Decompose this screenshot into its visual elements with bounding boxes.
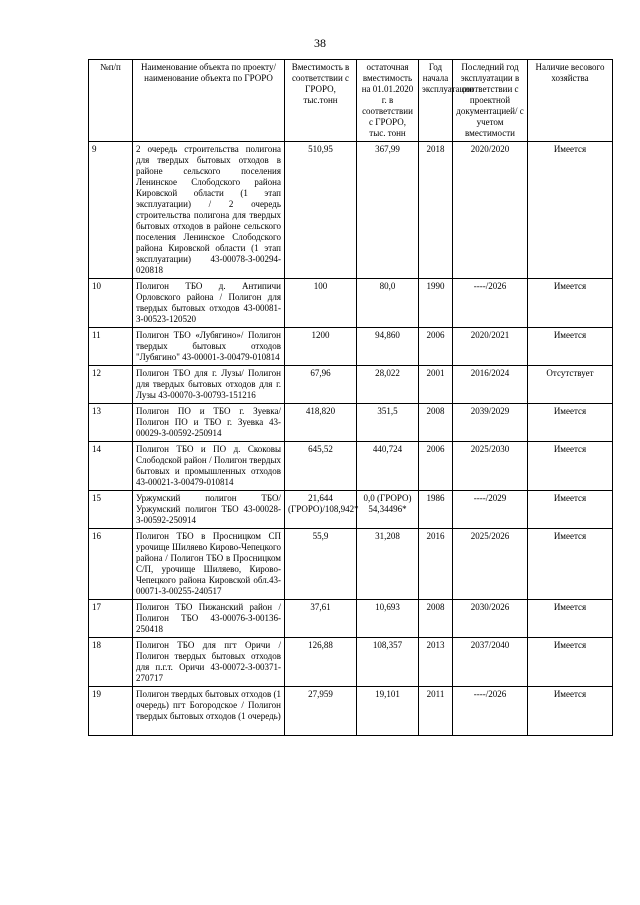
row-number: 9 [89, 142, 133, 279]
row-number: 10 [89, 279, 133, 328]
start-year-cell: 1986 [419, 491, 453, 529]
row-number-text: 19 [92, 689, 101, 699]
last-year-cell: ----/2029 [453, 491, 528, 529]
header-num: №п/п [89, 60, 133, 142]
weighing-facility-cell: Имеется [528, 638, 613, 687]
remaining-capacity-cell: 0,0 (ГРОРО) 54,34496* [357, 491, 419, 529]
capacity-cell: 418,820 [285, 404, 357, 442]
remaining-capacity-cell: 31,208 [357, 529, 419, 600]
table-row [89, 279, 613, 328]
row-number: 14 [89, 442, 133, 491]
last-year-cell: 2037/2040 [453, 638, 528, 687]
header-scales: Наличие весового хозяйства [528, 60, 613, 142]
table-row [89, 491, 613, 529]
table-row [89, 328, 613, 366]
header-row [89, 60, 613, 142]
capacity-cell: 126,88 [285, 638, 357, 687]
object-name: Полигон ТБО в Просницком СП урочище Шиляево Кирово-Чепецкого района / Полигон ТБО в Просницком С/П, урочище Шиляево, Кирово-Чепецкого района Кировской обл.43-00071-З-00255-240517 [133, 529, 285, 600]
capacity-cell: 100 [285, 279, 357, 328]
header-capacity: Вместимость в соответствии с ГРОРО, тыс.тонн [285, 60, 357, 142]
remaining-capacity-cell-text: 19,101 [375, 689, 400, 699]
object-name: Уржумский полигон ТБО/ Уржумский полигон ТБО 43-00028-З-00592-250914 [133, 491, 285, 529]
remaining-capacity-cell: 108,357 [357, 638, 419, 687]
remaining-capacity-cell: 10,693 [357, 600, 419, 638]
remaining-capacity-cell: 28,022 [357, 366, 419, 404]
last-year-cell: 2020/2021 [453, 328, 528, 366]
row-number: 15 [89, 491, 133, 529]
capacity-cell: 55,9 [285, 529, 357, 600]
object-name [133, 687, 285, 736]
table-row [89, 404, 613, 442]
row-number: 17 [89, 600, 133, 638]
capacity-cell [285, 687, 357, 736]
weighing-facility-cell-text: Имеется [553, 689, 587, 699]
object-name-text: Полигон твердых бытовых отходов (1 очередь) пгт Богородское / Полигон твердых бытовых отходов (1 очередь) [136, 689, 281, 721]
last-year-cell: 2030/2026 [453, 600, 528, 638]
start-year-cell: 2006 [419, 328, 453, 366]
capacity-cell: 645,52 [285, 442, 357, 491]
object-name: Полигон ТБО «Лубягино»/ Полигон твердых бытовых отходов "Лубягино" 43-00001-З-00479-010814 [133, 328, 285, 366]
header-last-year: Последний год эксплуатации в соответствии с проектной документацией/ с учетом вместимости [453, 60, 528, 142]
weighing-facility-cell: Отсутствует [528, 366, 613, 404]
table-row [89, 600, 613, 638]
remaining-capacity-cell: 94,860 [357, 328, 419, 366]
object-name: Полигон ТБО Пижанский район / Полигон ТБО 43-00076-З-00136-250418 [133, 600, 285, 638]
start-year-cell: 1990 [419, 279, 453, 328]
header-remaining: остаточная вместимость на 01.01.2020 г. в соответствии с ГРОРО, тыс. тонн [357, 60, 419, 142]
object-name: Полигон ТБО и ПО д. Скоковы Слободской район / Полигон твердых бытовых и промышленных отходов 43-00021-З-00479-010814 [133, 442, 285, 491]
weighing-facility-cell: Имеется [528, 404, 613, 442]
landfill-registry-table [88, 59, 613, 736]
last-year-cell: 2039/2029 [453, 404, 528, 442]
row-number: 16 [89, 529, 133, 600]
weighing-facility-cell: Имеется [528, 328, 613, 366]
start-year-cell: 2006 [419, 442, 453, 491]
capacity-cell: 21,644 (ГРОРО)/108,942* [285, 491, 357, 529]
row-number: 18 [89, 638, 133, 687]
start-year-cell: 2008 [419, 600, 453, 638]
object-name: Полигон ТБО д. Антипичи Орловского района / Полигон для твердых бытовых отходов 43-00081-З-00523-120520 [133, 279, 285, 328]
weighing-facility-cell: Имеется [528, 442, 613, 491]
weighing-facility-cell: Имеется [528, 600, 613, 638]
header-start-year: Год начала эксплуатации [419, 60, 453, 142]
remaining-capacity-cell [357, 687, 419, 736]
table-row [89, 638, 613, 687]
start-year-cell: 2008 [419, 404, 453, 442]
page-number: 38 [314, 36, 326, 50]
last-year-cell: ----/2026 [453, 279, 528, 328]
last-year-cell: 2016/2024 [453, 366, 528, 404]
last-year-cell: 2025/2030 [453, 442, 528, 491]
capacity-cell: 1200 [285, 328, 357, 366]
weighing-facility-cell: Имеется [528, 279, 613, 328]
start-year-cell: 2018 [419, 142, 453, 279]
capacity-cell: 37,61 [285, 600, 357, 638]
row-number: 12 [89, 366, 133, 404]
last-year-cell [453, 687, 528, 736]
weighing-facility-cell: Имеется [528, 142, 613, 279]
capacity-cell: 67,96 [285, 366, 357, 404]
weighing-facility-cell [528, 687, 613, 736]
last-year-cell: 2025/2026 [453, 529, 528, 600]
object-name: Полигон ТБО для г. Лузы/ Полигон для твердых бытовых отходов для г. Лузы 43-00070-З-00793-151216 [133, 366, 285, 404]
object-name: Полигон ПО и ТБО г. Зуевка/ Полигон ПО и ТБО г. Зуевка 43-00029-З-00592-250914 [133, 404, 285, 442]
start-year-cell: 2013 [419, 638, 453, 687]
row-number: 13 [89, 404, 133, 442]
table-row [89, 529, 613, 600]
start-year-cell-text: 2011 [426, 689, 445, 699]
row-number [89, 687, 133, 736]
remaining-capacity-cell: 80,0 [357, 279, 419, 328]
last-year-cell-text: ----/2026 [473, 689, 507, 699]
object-name: 2 очередь строительства полигона для твердых бытовых отходов в районе сельского поселения Ленинское Слободского района Кировской области (1 этап эксплуатации) / 2 очередь строительства полигона для твердых бытовых отходов в районе сельского поселения Ленинское Слободского района Кировской области (1 этап эксплуатации) 43-00078-З-00294-020818 [133, 142, 285, 279]
weighing-facility-cell: Имеется [528, 529, 613, 600]
capacity-cell-text: 27,959 [308, 689, 333, 699]
weighing-facility-cell: Имеется [528, 491, 613, 529]
table-row [89, 442, 613, 491]
remaining-capacity-cell: 351,5 [357, 404, 419, 442]
table-row [89, 366, 613, 404]
header-name: Наименование объекта по проекту/ наименование объекта по ГРОРО [133, 60, 285, 142]
remaining-capacity-cell: 367,99 [357, 142, 419, 279]
table-row [89, 142, 613, 279]
row-number: 11 [89, 328, 133, 366]
start-year-cell [419, 687, 453, 736]
table-row [89, 687, 613, 736]
remaining-capacity-cell: 440,724 [357, 442, 419, 491]
capacity-cell: 510,95 [285, 142, 357, 279]
last-year-cell: 2020/2020 [453, 142, 528, 279]
start-year-cell: 2001 [419, 366, 453, 404]
start-year-cell: 2016 [419, 529, 453, 600]
object-name: Полигон ТБО для пгт Оричи / Полигон твердых бытовых отходов для п.г.т. Оричи 43-00072-З-00371-270717 [133, 638, 285, 687]
